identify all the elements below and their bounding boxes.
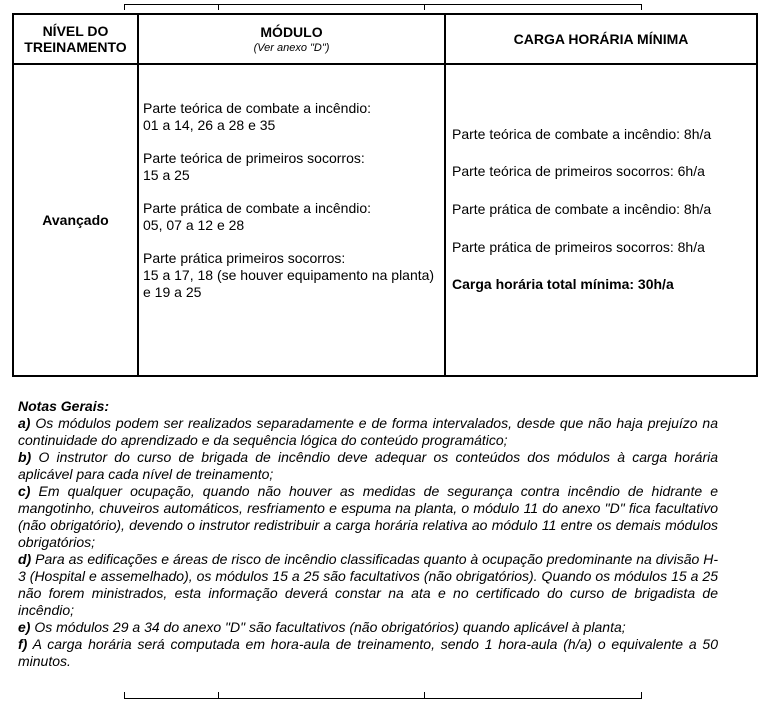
note-key: a) (18, 415, 31, 431)
note-item (18, 449, 718, 483)
top-tick (641, 4, 642, 10)
total-load: Carga horária total mínima: 30h/a (452, 276, 674, 292)
training-table (12, 13, 758, 377)
note-text: Os módulos podem ser realizados separadamente e de forma intervalados, desde que não haja prejuízo na continuidade do aprendizado e da sequência lógica do conteúdo programático; (18, 415, 718, 448)
module-title: Parte teórica de combate a incêndio: (143, 100, 372, 116)
bottom-border-line (124, 698, 642, 699)
module-block (143, 150, 444, 184)
notes-title: Notas Gerais: (18, 398, 110, 414)
bottom-tick (124, 692, 125, 698)
header-level: NÍVEL DO TREINAMENTO (13, 14, 138, 64)
load-line: Parte prática de primeiros socorros: 8h/a (452, 239, 705, 255)
note-item (18, 636, 718, 670)
module-block (143, 100, 444, 134)
module-range: 15 a 25 (143, 167, 190, 183)
note-item (18, 619, 718, 636)
modules-cell (138, 64, 445, 376)
load-cell (445, 64, 757, 376)
note-text: O instrutor do curso de brigada de incêndio deve adequar os conteúdos dos módulos à carga horária aplicável para cada nível de treinamento; (18, 449, 719, 482)
header-module-title: MÓDULO (260, 24, 323, 40)
table-row (13, 64, 757, 376)
note-item (18, 483, 718, 551)
top-tick (218, 4, 219, 10)
top-tick (124, 4, 125, 10)
general-notes (18, 398, 718, 670)
load-line: Parte teórica de combate a incêndio: 8h/a (452, 126, 712, 142)
note-item (18, 415, 718, 449)
load-line: Parte prática de combate a incêndio: 8h/a (452, 201, 712, 217)
note-text: Os módulos 29 a 34 do anexo "D" são facultativos (não obrigatórios) quando aplicável à planta; (34, 619, 626, 635)
header-load: CARGA HORÁRIA MÍNIMA (445, 14, 757, 64)
note-item (18, 551, 718, 619)
load-line: Parte teórica de primeiros socorros: 6h/a (452, 163, 705, 179)
bottom-tick (218, 692, 219, 698)
note-key: d) (18, 551, 32, 567)
module-block (143, 200, 444, 234)
note-key: c) (18, 483, 31, 499)
module-range: 05, 07 a 12 e 28 (143, 217, 245, 233)
module-block (143, 250, 444, 301)
header-module-subtitle: (Ver anexo "D") (253, 42, 330, 54)
level-cell: Avançado (13, 64, 138, 376)
top-border-line (124, 4, 642, 5)
bottom-tick (641, 692, 642, 698)
note-key: e) (18, 619, 31, 635)
top-tick (424, 4, 425, 10)
note-key: b) (18, 449, 32, 465)
header-row (13, 14, 757, 64)
module-range: 01 a 14, 26 a 28 e 35 (143, 117, 276, 133)
module-title: Parte teórica de primeiros socorros: (143, 150, 365, 166)
note-text: Para as edificações e áreas de risco de incêndio classificadas quanto à ocupação predominante na divisão H-3 (Hospital e assemelhado), os módulos 15 a 25 são facultativos (não obrigatórios). Quando os módulos 15 a 25 não forem ministrados, esta informação deverá constar na ata e no certificado do curso de brigadista de incêndio; (18, 551, 718, 618)
module-title: Parte prática primeiros socorros: (143, 250, 346, 266)
module-range: 15 a 17, 18 (se houver equipamento na planta) e 19 a 25 (143, 267, 435, 300)
note-key: f) (18, 636, 28, 652)
header-module (138, 14, 445, 64)
note-text: Em qualquer ocupação, quando não houver as medidas de segurança contra incêndio de hidrante e mangotinho, chuveiros automáticos, resfriamento e espuma na planta, o módulo 11 do anexo "D" fica facultativo (não obrigatório), devendo o instrutor redistribuir a carga horária relativa ao módulo 11 entre os demais módulos obrigatórios; (18, 483, 718, 550)
module-title: Parte prática de combate a incêndio: (143, 200, 372, 216)
note-text: A carga horária será computada em hora-aula de treinamento, sendo 1 hora-aula (h/a) o equivalente a 50 minutos. (18, 636, 719, 669)
bottom-tick (424, 692, 425, 698)
